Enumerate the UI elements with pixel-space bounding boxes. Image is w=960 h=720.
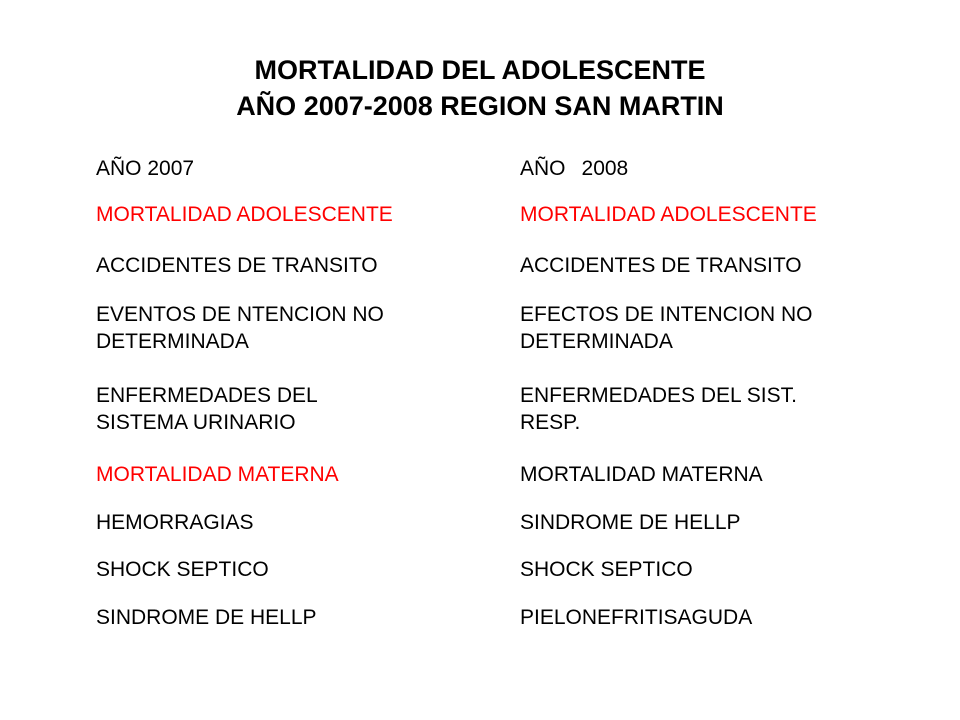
cause-2007-undetermined-intent-line1: EVENTOS DE NTENCION NO [96, 303, 384, 326]
cause-2008-respiratory-system-line1: ENFERMEDADES DEL SIST. [520, 384, 797, 407]
maternal-2008-cause-1: SINDROME DE HELLP [520, 511, 741, 534]
cause-2008-traffic-accidents: ACCIDENTES DE TRANSITO [520, 254, 802, 277]
cause-2008-respiratory-system [520, 382, 797, 436]
cause-2007-traffic-accidents: ACCIDENTES DE TRANSITO [96, 254, 378, 277]
maternal-2008-cause-3: PIELONEFRITISAGUDA [520, 606, 753, 629]
maternal-mortality-heading-2008: MORTALIDAD MATERNA [520, 463, 763, 486]
title-line-2: AÑO 2007-2008 REGION SAN MARTIN [236, 91, 724, 121]
year-2008-word: AÑO [520, 157, 566, 180]
maternal-2007-cause-1: HEMORRAGIAS [96, 511, 254, 534]
slide-title [0, 52, 960, 124]
maternal-mortality-heading-2007: MORTALIDAD MATERNA [96, 463, 339, 486]
cause-2008-undetermined-intent-line2: DETERMINADA [520, 330, 673, 353]
cause-2007-undetermined-intent-line2: DETERMINADA [96, 330, 249, 353]
cause-2007-urinary-system-line2: SISTEMA URINARIO [96, 411, 296, 434]
cause-2007-undetermined-intent [96, 301, 384, 355]
year-2008-number: 2008 [581, 157, 629, 180]
year-2007-label: AÑO 2007 [96, 157, 195, 180]
maternal-2007-cause-3: SINDROME DE HELLP [96, 606, 317, 629]
adolescent-mortality-heading-2008: MORTALIDAD ADOLESCENTE [520, 203, 817, 226]
maternal-2007-cause-2: SHOCK SEPTICO [96, 558, 269, 581]
year-2008-label [520, 155, 628, 182]
cause-2007-urinary-system [96, 382, 318, 436]
cause-2008-undetermined-intent [520, 301, 812, 355]
maternal-2008-cause-2: SHOCK SEPTICO [520, 558, 693, 581]
adolescent-mortality-heading-2007: MORTALIDAD ADOLESCENTE [96, 203, 393, 226]
cause-2007-urinary-system-line1: ENFERMEDADES DEL [96, 384, 318, 407]
title-line-1: MORTALIDAD DEL ADOLESCENTE [254, 55, 706, 85]
cause-2008-undetermined-intent-line1: EFECTOS DE INTENCION NO [520, 303, 813, 326]
cause-2008-respiratory-system-line2: RESP. [520, 411, 581, 434]
